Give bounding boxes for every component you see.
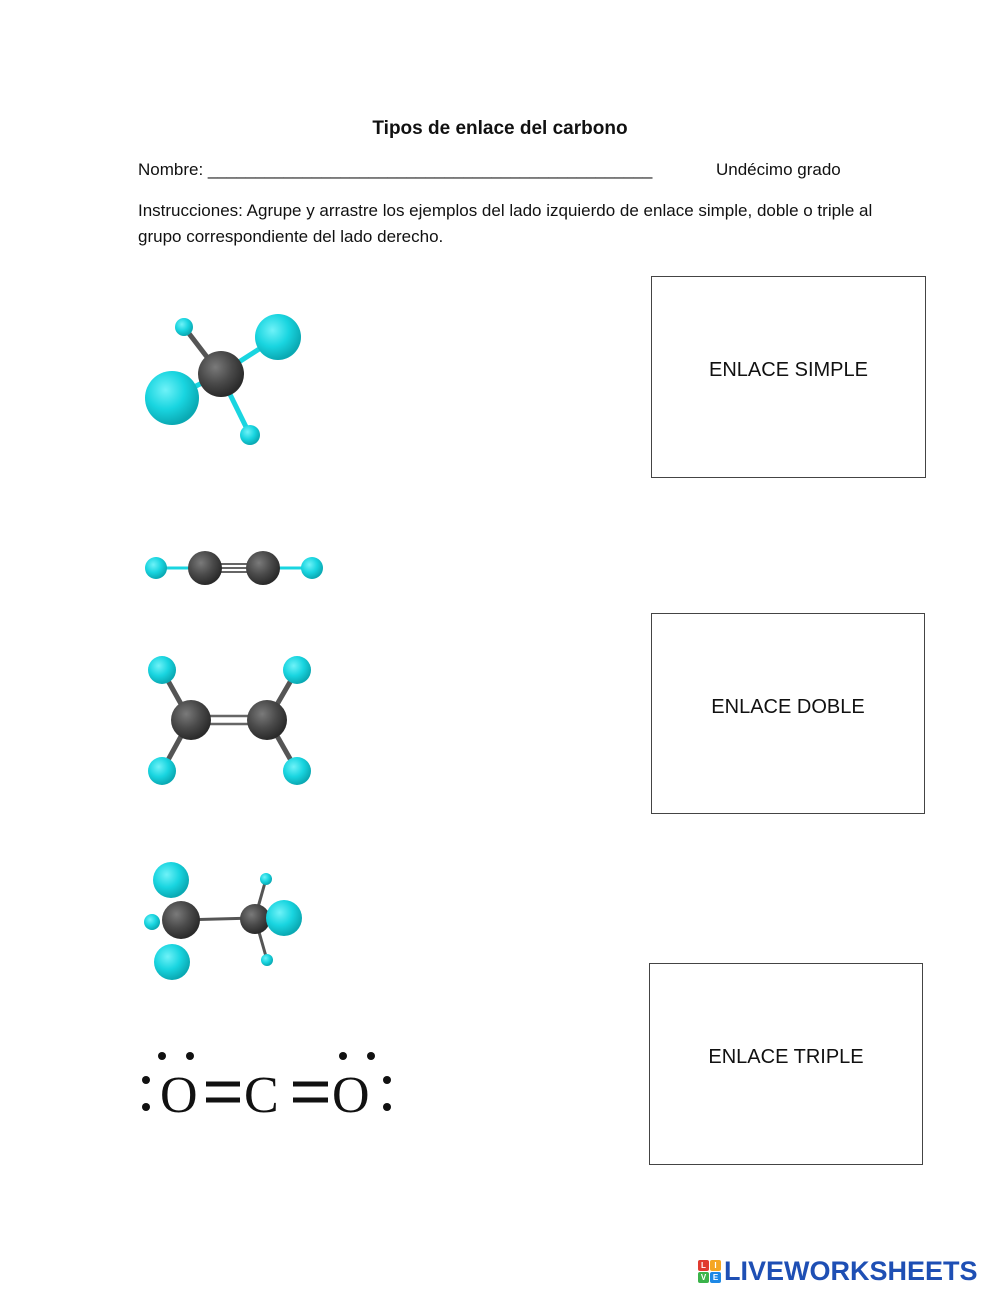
hydrogen-atom [144, 914, 160, 930]
molecule-double-bond-ethylene[interactable] [140, 650, 330, 795]
logo-badge-icon [698, 1260, 721, 1283]
drop-zone-label: ENLACE TRIPLE [708, 1046, 864, 1068]
hydrogen-atom [148, 656, 176, 684]
hydrogen-atom [255, 314, 301, 360]
hydrogen-atom [153, 862, 189, 898]
grade-label: Undécimo grado [716, 160, 841, 179]
drop-zone-label: ENLACE SIMPLE [709, 359, 868, 381]
drop-zone-double[interactable] [651, 613, 925, 814]
logo-text: LIVEWORKSHEETS [724, 1255, 978, 1286]
carbon-atom [246, 551, 280, 585]
drop-zone-label: ENLACE DOBLE [711, 696, 865, 718]
page-title: Tipos de enlace del carbono [372, 118, 628, 139]
logo-letter: E [710, 1272, 721, 1283]
lewis-carbon: C [244, 1067, 279, 1124]
hydrogen-atom [261, 954, 273, 966]
hydrogen-atom [301, 557, 323, 579]
carbon-atom [171, 700, 211, 740]
name-line [138, 160, 652, 180]
logo-letter: I [710, 1260, 721, 1271]
carbon-atom [198, 351, 244, 397]
hydrogen-atom [283, 656, 311, 684]
hydrogen-atom [283, 757, 311, 785]
hydrogen-atom [266, 900, 302, 936]
molecule-single-bond-ethane[interactable] [140, 858, 320, 983]
liveworksheets-logo [698, 1256, 978, 1286]
name-blank: _______________________________________________ [207, 160, 653, 179]
drop-zone-triple[interactable] [649, 963, 923, 1165]
molecule-single-bond-tetrahedral[interactable] [130, 300, 320, 460]
lewis-oxygen-right: O [332, 1067, 370, 1124]
hydrogen-atom [175, 318, 193, 336]
hydrogen-atom [260, 873, 272, 885]
hydrogen-atom [154, 944, 190, 980]
carbon-atom [240, 904, 270, 934]
hydrogen-atom [240, 425, 260, 445]
hydrogen-atom [145, 371, 199, 425]
carbon-atom [162, 901, 200, 939]
hydrogen-atom [145, 557, 167, 579]
carbon-atom [188, 551, 222, 585]
hydrogen-atom [148, 757, 176, 785]
logo-letter: V [698, 1272, 709, 1283]
name-label: Nombre: [138, 160, 204, 179]
carbon-atom [247, 700, 287, 740]
lewis-oxygen-left: O [160, 1067, 198, 1124]
lewis-structure-co2[interactable] [136, 1040, 396, 1124]
drop-zone-simple[interactable] [651, 276, 926, 478]
logo-letter: L [698, 1260, 709, 1271]
molecule-triple-bond-acetylene[interactable] [140, 548, 330, 588]
instructions: Instrucciones: Agrupe y arrastre los ejemplos del lado izquierdo de enlace simple, doble o triple al grupo correspondiente del lado derecho. [138, 201, 873, 246]
